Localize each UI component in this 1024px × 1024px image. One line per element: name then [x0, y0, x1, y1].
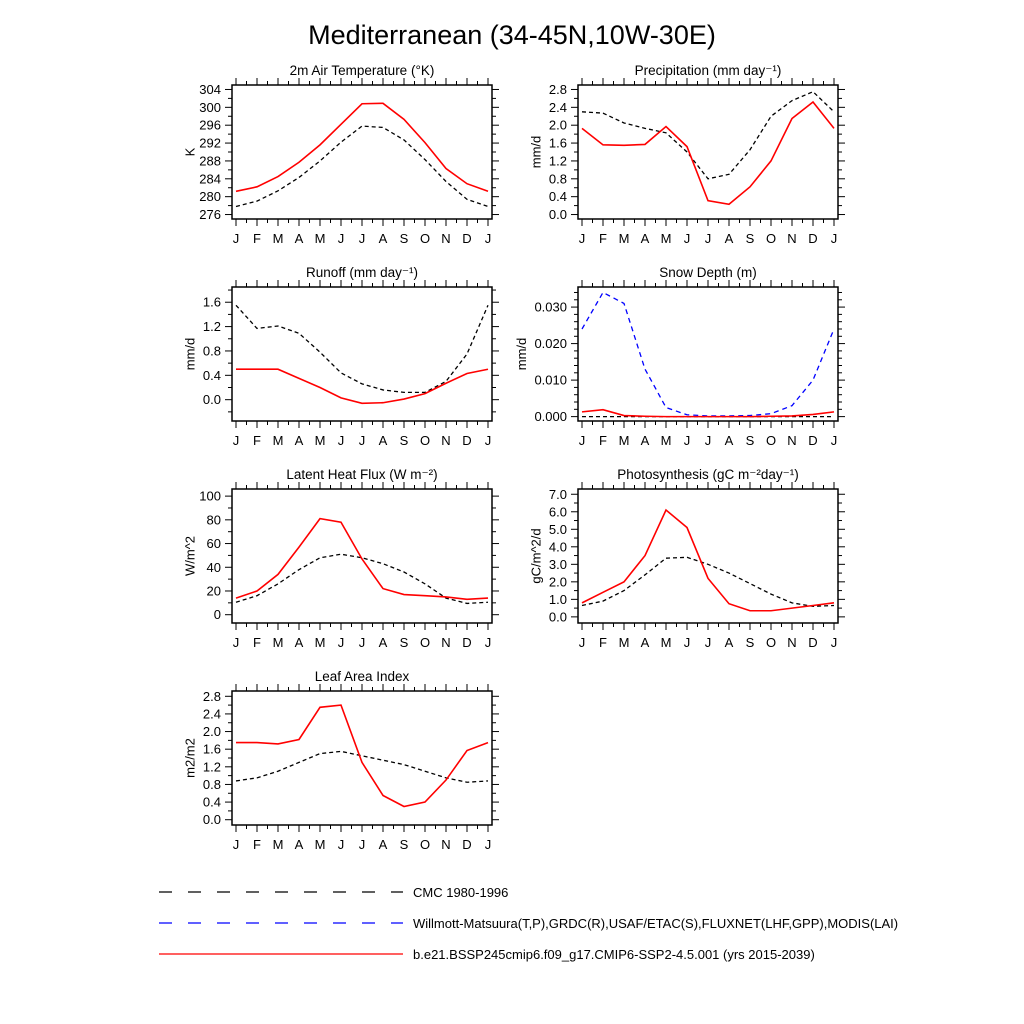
- panel-air-temperature: [137, 55, 507, 260]
- series-line-model: [236, 705, 488, 806]
- y-axis-label: m2/m2: [182, 738, 198, 778]
- obs-line-swatch: [158, 917, 404, 929]
- plot-frame: [232, 489, 492, 623]
- y-tick-label: 304: [199, 81, 221, 97]
- figure-title: Mediterranean (34-45N,10W-30E): [308, 20, 716, 50]
- series-line-model: [582, 410, 834, 417]
- x-tick-label: D: [462, 837, 472, 852]
- x-tick-label: A: [378, 635, 388, 650]
- x-tick-label: J: [337, 433, 345, 448]
- x-tick-label: M: [272, 635, 284, 650]
- x-tick-label: O: [419, 433, 431, 448]
- y-tick-label: 0.4: [202, 794, 221, 810]
- x-tick-label: A: [640, 231, 650, 246]
- plot-frame: [232, 85, 492, 219]
- y-tick-label: 0.030: [534, 299, 567, 315]
- x-tick-label: M: [314, 837, 326, 852]
- x-tick-label: J: [704, 231, 712, 246]
- x-tick-label: J: [578, 433, 586, 448]
- x-tick-label: F: [599, 433, 607, 448]
- plot-frame: [578, 287, 838, 421]
- x-tick-label: M: [314, 635, 326, 650]
- panel-runoff: [137, 257, 507, 462]
- y-tick-label: 3.0: [548, 556, 567, 572]
- x-tick-label: F: [253, 231, 261, 246]
- panel-photosynthesis: [483, 459, 853, 664]
- x-tick-label: F: [599, 635, 607, 650]
- x-tick-label: J: [578, 635, 586, 650]
- y-tick-label: 4.0: [548, 539, 567, 555]
- x-tick-label: N: [441, 231, 451, 246]
- x-tick-label: A: [378, 231, 388, 246]
- x-tick-label: D: [462, 635, 472, 650]
- panel-chart-snow-depth: [483, 257, 853, 462]
- y-tick-label: 276: [199, 207, 221, 223]
- y-tick-label: 2.8: [548, 81, 567, 97]
- x-tick-label: M: [618, 635, 630, 650]
- series-line-cmc: [582, 92, 834, 179]
- x-tick-label: F: [253, 837, 261, 852]
- x-tick-label: A: [724, 231, 734, 246]
- x-tick-label: J: [337, 231, 345, 246]
- y-tick-label: 2.0: [548, 574, 567, 590]
- x-tick-label: A: [378, 433, 388, 448]
- legend-label-cmc: CMC 1980-1996: [413, 884, 509, 900]
- x-tick-label: S: [399, 433, 409, 448]
- x-tick-label: N: [441, 837, 451, 852]
- x-tick-label: O: [765, 231, 777, 246]
- x-tick-label: J: [232, 635, 240, 650]
- series-line-model: [236, 369, 488, 403]
- x-tick-label: A: [294, 837, 304, 852]
- y-tick-label: 1.0: [548, 591, 567, 607]
- y-tick-label: 7.0: [548, 486, 567, 502]
- y-tick-label: 5.0: [548, 521, 567, 537]
- x-tick-label: J: [830, 635, 838, 650]
- x-tick-label: S: [399, 635, 409, 650]
- x-tick-label: M: [660, 433, 672, 448]
- legend-row-model: [158, 947, 815, 961]
- panel-chart-runoff: [137, 257, 507, 462]
- x-tick-label: J: [337, 837, 345, 852]
- y-tick-label: 2.0: [202, 724, 221, 740]
- y-tick-label: 300: [199, 99, 221, 115]
- panel-title: 2m Air Temperature (°K): [289, 63, 435, 78]
- x-tick-label: F: [599, 231, 607, 246]
- y-tick-label: 0: [213, 607, 221, 623]
- x-tick-label: J: [484, 231, 492, 246]
- x-tick-label: J: [358, 433, 366, 448]
- panel-title: Runoff (mm day⁻¹): [306, 265, 418, 280]
- x-tick-label: S: [745, 433, 755, 448]
- x-tick-label: O: [419, 635, 431, 650]
- x-tick-label: A: [724, 433, 734, 448]
- y-tick-label: 2.4: [548, 99, 567, 115]
- y-tick-label: 292: [199, 135, 221, 151]
- series-line-model: [236, 103, 488, 191]
- x-tick-label: S: [399, 231, 409, 246]
- series-line-model: [582, 102, 834, 204]
- x-tick-label: F: [253, 635, 261, 650]
- panel-precipitation: [483, 55, 853, 260]
- x-tick-label: M: [314, 433, 326, 448]
- y-tick-label: 1.2: [202, 759, 221, 775]
- x-tick-label: M: [660, 635, 672, 650]
- legend-label-obs: Willmott-Matsuura(T,P),GRDC(R),USAF/ETAC(S),FLUXNET(LHF,GPP),MODIS(LAI): [413, 915, 899, 931]
- x-tick-label: S: [745, 635, 755, 650]
- x-tick-label: S: [745, 231, 755, 246]
- panel-chart-latent-heat-flux: [137, 459, 507, 664]
- x-tick-label: J: [704, 433, 712, 448]
- series-line-cmc: [236, 305, 488, 392]
- y-axis-label: mm/d: [514, 337, 529, 371]
- panel-leaf-area-index: [137, 661, 507, 866]
- x-tick-label: M: [660, 231, 672, 246]
- y-tick-label: 296: [199, 117, 221, 133]
- x-tick-label: A: [294, 433, 304, 448]
- x-tick-label: J: [683, 433, 691, 448]
- y-tick-label: 280: [199, 189, 221, 205]
- y-tick-label: 0.0: [202, 392, 221, 408]
- y-tick-label: 0.4: [548, 189, 567, 205]
- panel-latent-heat-flux: [137, 459, 507, 664]
- x-tick-label: D: [808, 231, 818, 246]
- series-line-model: [582, 510, 834, 611]
- x-tick-label: O: [419, 837, 431, 852]
- x-tick-label: J: [358, 837, 366, 852]
- x-tick-label: A: [378, 837, 388, 852]
- x-tick-label: N: [787, 231, 797, 246]
- x-tick-label: J: [830, 433, 838, 448]
- y-tick-label: 60: [206, 536, 221, 552]
- model-line-swatch: [158, 948, 404, 960]
- x-tick-label: J: [484, 635, 492, 650]
- x-tick-label: J: [337, 635, 345, 650]
- series-line-cmc: [236, 554, 488, 603]
- plot-frame: [232, 691, 492, 825]
- x-tick-label: M: [272, 231, 284, 246]
- x-tick-label: A: [724, 635, 734, 650]
- x-tick-label: A: [294, 635, 304, 650]
- y-tick-label: 1.2: [548, 153, 567, 169]
- y-tick-label: 80: [206, 512, 221, 528]
- panel-chart-leaf-area-index: [137, 661, 507, 866]
- x-tick-label: J: [358, 231, 366, 246]
- y-tick-label: 40: [206, 559, 221, 575]
- x-tick-label: A: [640, 433, 650, 448]
- legend-row-obs: [158, 916, 898, 930]
- series-line-obs: [582, 292, 834, 415]
- y-axis-label: gC/m^2/d: [528, 528, 544, 584]
- panel-snow-depth: [483, 257, 853, 462]
- panel-title: Photosynthesis (gC m⁻²day⁻¹): [617, 467, 799, 482]
- x-tick-label: J: [358, 635, 366, 650]
- y-axis-label: mm/d: [182, 337, 198, 371]
- y-tick-label: 2.4: [202, 706, 221, 722]
- x-tick-label: J: [232, 433, 240, 448]
- x-tick-label: M: [272, 433, 284, 448]
- panel-chart-air-temperature: [137, 55, 507, 260]
- x-tick-label: J: [484, 433, 492, 448]
- x-tick-label: O: [765, 635, 777, 650]
- y-tick-label: 1.2: [202, 319, 221, 335]
- panel-title: Snow Depth (m): [659, 265, 757, 280]
- x-tick-label: J: [683, 231, 691, 246]
- x-tick-label: J: [683, 635, 691, 650]
- legend-row-cmc: [158, 885, 508, 899]
- y-axis-label: mm/d: [528, 135, 544, 169]
- y-tick-label: 100: [199, 488, 221, 504]
- x-tick-label: N: [441, 635, 451, 650]
- series-line-cmc: [236, 126, 488, 206]
- y-tick-label: 0.8: [202, 343, 221, 359]
- x-tick-label: O: [765, 433, 777, 448]
- x-tick-label: F: [253, 433, 261, 448]
- x-tick-label: N: [787, 635, 797, 650]
- y-tick-label: 0.020: [534, 336, 567, 352]
- x-tick-label: A: [294, 231, 304, 246]
- y-tick-label: 284: [199, 171, 221, 187]
- x-tick-label: S: [399, 837, 409, 852]
- panel-title: Latent Heat Flux (W m⁻²): [286, 467, 438, 482]
- y-tick-label: 6.0: [548, 504, 567, 520]
- y-tick-label: 288: [199, 153, 221, 169]
- y-axis-label: W/m^2: [182, 535, 198, 577]
- y-tick-label: 2.0: [548, 117, 567, 133]
- x-tick-label: J: [232, 231, 240, 246]
- series-line-model: [236, 519, 488, 600]
- y-tick-label: 1.6: [548, 135, 567, 151]
- legend-label-model: b.e21.BSSP245cmip6.f09_g17.CMIP6-SSP2-4.5.001 (yrs 2015-2039): [413, 946, 815, 962]
- x-tick-label: D: [462, 433, 472, 448]
- series-line-cmc: [582, 557, 834, 606]
- x-tick-label: A: [640, 635, 650, 650]
- x-tick-label: M: [314, 231, 326, 246]
- panel-chart-precipitation: [483, 55, 853, 260]
- y-tick-label: 0.000: [534, 409, 567, 425]
- y-tick-label: 0.0: [548, 207, 567, 223]
- x-tick-label: J: [578, 231, 586, 246]
- y-tick-label: 0.0: [202, 812, 221, 828]
- y-tick-label: 0.8: [548, 171, 567, 187]
- x-tick-label: J: [484, 837, 492, 852]
- y-tick-label: 1.6: [202, 741, 221, 757]
- x-tick-label: J: [704, 635, 712, 650]
- panel-title: Precipitation (mm day⁻¹): [634, 63, 782, 78]
- y-tick-label: 0.8: [202, 776, 221, 792]
- y-tick-label: 0.0: [548, 609, 567, 625]
- y-tick-label: 0.010: [534, 372, 567, 388]
- x-tick-label: M: [272, 837, 284, 852]
- y-tick-label: 20: [206, 583, 221, 599]
- plot-frame: [578, 489, 838, 623]
- plot-frame: [232, 287, 492, 421]
- series-line-cmc: [236, 751, 488, 782]
- y-tick-label: 1.6: [202, 294, 221, 310]
- panel-title: Leaf Area Index: [314, 669, 410, 684]
- x-tick-label: J: [232, 837, 240, 852]
- x-tick-label: D: [808, 635, 818, 650]
- x-tick-label: M: [618, 231, 630, 246]
- x-tick-label: D: [808, 433, 818, 448]
- x-tick-label: O: [419, 231, 431, 246]
- x-tick-label: N: [787, 433, 797, 448]
- x-tick-label: N: [441, 433, 451, 448]
- x-tick-label: D: [462, 231, 472, 246]
- panel-chart-photosynthesis: [483, 459, 853, 664]
- cmc-line-swatch: [158, 886, 404, 898]
- y-tick-label: 2.8: [202, 688, 221, 704]
- y-axis-label: K: [182, 147, 198, 157]
- x-tick-label: M: [618, 433, 630, 448]
- y-tick-label: 0.4: [202, 367, 221, 383]
- x-tick-label: J: [830, 231, 838, 246]
